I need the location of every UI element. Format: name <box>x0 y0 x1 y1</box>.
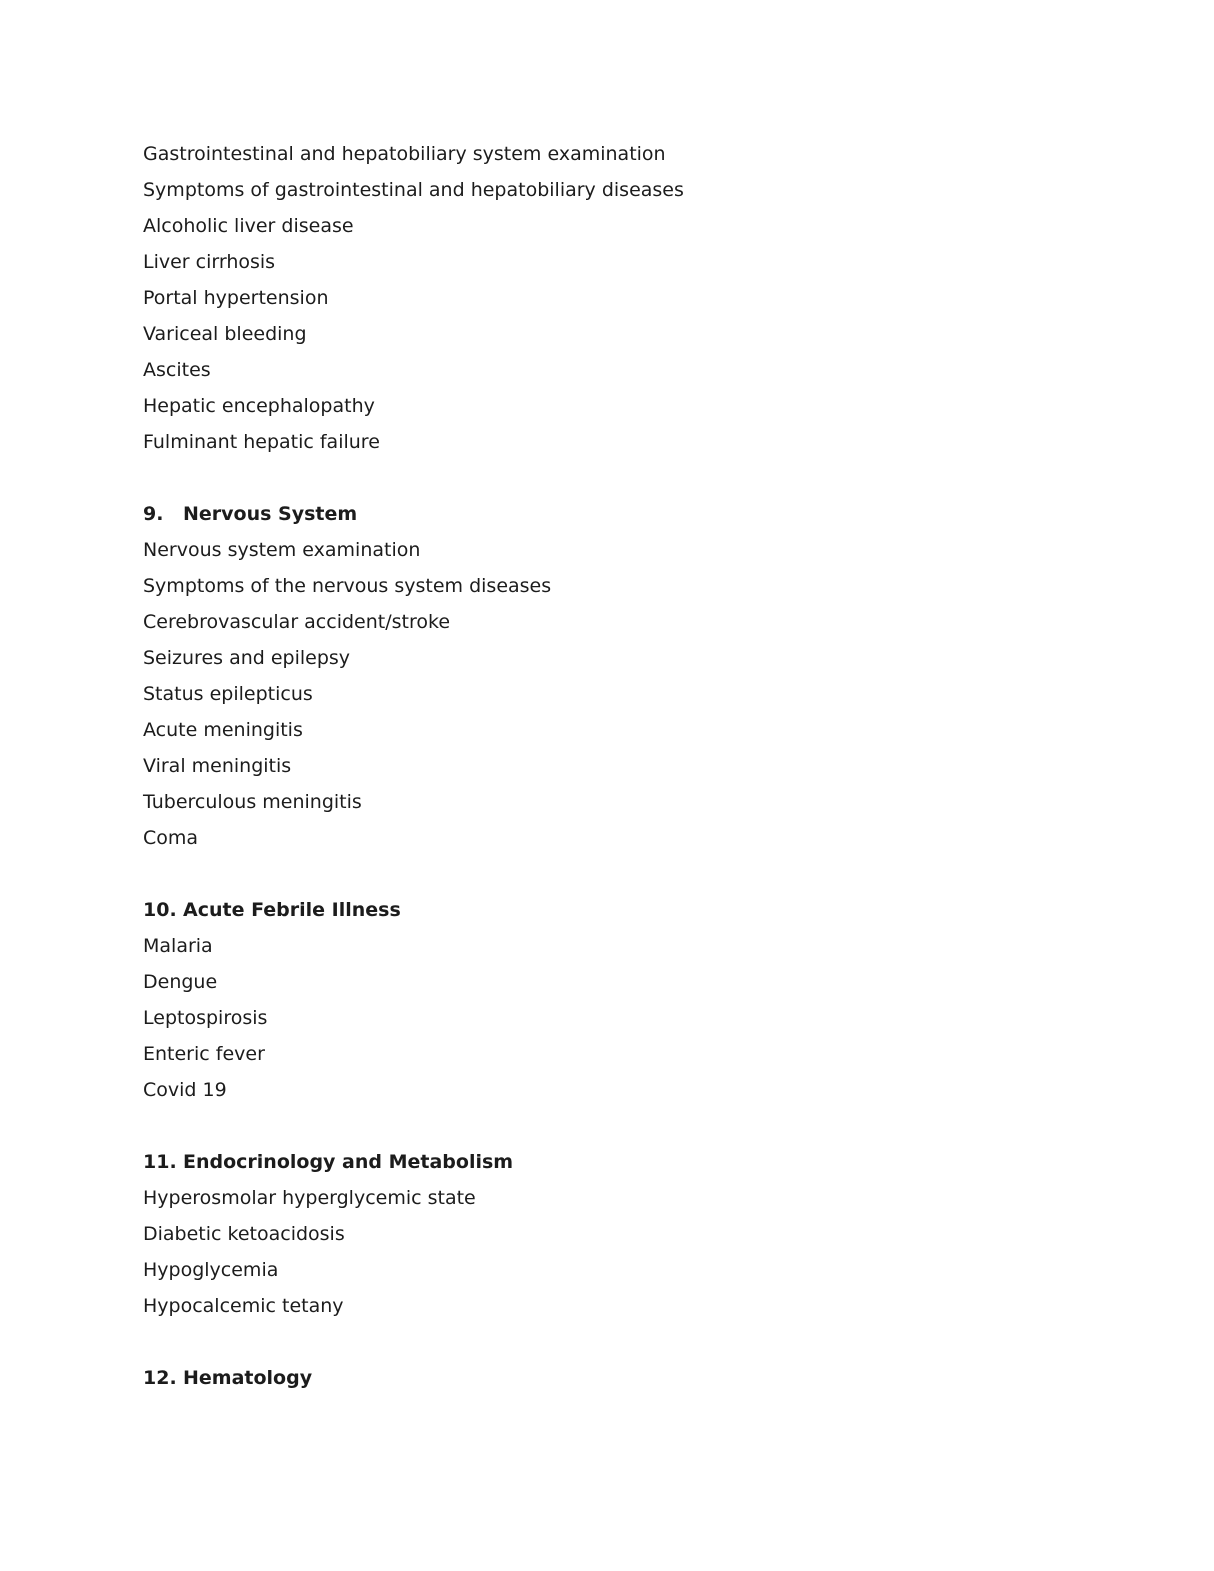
heading-title: Nervous System <box>183 503 358 525</box>
document-content <box>143 136 1124 1396</box>
heading-number: 9. <box>143 503 164 525</box>
section <box>143 892 1124 1108</box>
list-item: Seizures and epilepsy <box>143 647 351 669</box>
section <box>143 1360 1124 1396</box>
heading-title: Endocrinology and Metabolism <box>183 1151 514 1173</box>
list-item: Liver cirrhosis <box>143 251 276 273</box>
list-item: Tuberculous meningitis <box>143 791 362 813</box>
list-item: Coma <box>143 827 199 849</box>
list-item: Acute meningitis <box>143 719 303 741</box>
section-heading <box>143 892 1124 928</box>
list-item: Malaria <box>143 935 213 957</box>
section-heading <box>143 1144 1124 1180</box>
heading-number: 11. <box>143 1151 177 1173</box>
heading-title: Acute Febrile Illness <box>183 899 401 921</box>
list-item: Cerebrovascular accident/stroke <box>143 611 451 633</box>
list-item: Symptoms of the nervous system diseases <box>143 575 552 597</box>
heading-number: 12. <box>143 1367 177 1389</box>
list-item: Symptoms of gastrointestinal and hepatobiliary diseases <box>143 179 684 201</box>
list-item: Nervous system examination <box>143 539 421 561</box>
section-heading <box>143 496 1124 532</box>
list-item: Viral meningitis <box>143 755 292 777</box>
list-item: Gastrointestinal and hepatobiliary system examination <box>143 143 666 165</box>
list-item: Hypoglycemia <box>143 1259 279 1281</box>
list-item: Hyperosmolar hyperglycemic state <box>143 1187 476 1209</box>
list-item: Diabetic ketoacidosis <box>143 1223 345 1245</box>
list-item: Hypocalcemic tetany <box>143 1295 344 1317</box>
heading-title: Hematology <box>183 1367 313 1389</box>
list-item: Variceal bleeding <box>143 323 307 345</box>
section-heading <box>143 1360 1124 1396</box>
list-item: Fulminant hepatic failure <box>143 431 380 453</box>
list-item: Hepatic encephalopathy <box>143 395 375 417</box>
list-item: Covid 19 <box>143 1079 227 1101</box>
section <box>143 1144 1124 1324</box>
list-item: Alcoholic liver disease <box>143 215 354 237</box>
list-item: Status epilepticus <box>143 683 313 705</box>
section <box>143 136 1124 460</box>
list-item: Portal hypertension <box>143 287 329 309</box>
list-item: Enteric fever <box>143 1043 265 1065</box>
list-item: Ascites <box>143 359 211 381</box>
heading-number: 10. <box>143 899 177 921</box>
section <box>143 496 1124 856</box>
list-item: Dengue <box>143 971 218 993</box>
list-item: Leptospirosis <box>143 1007 268 1029</box>
